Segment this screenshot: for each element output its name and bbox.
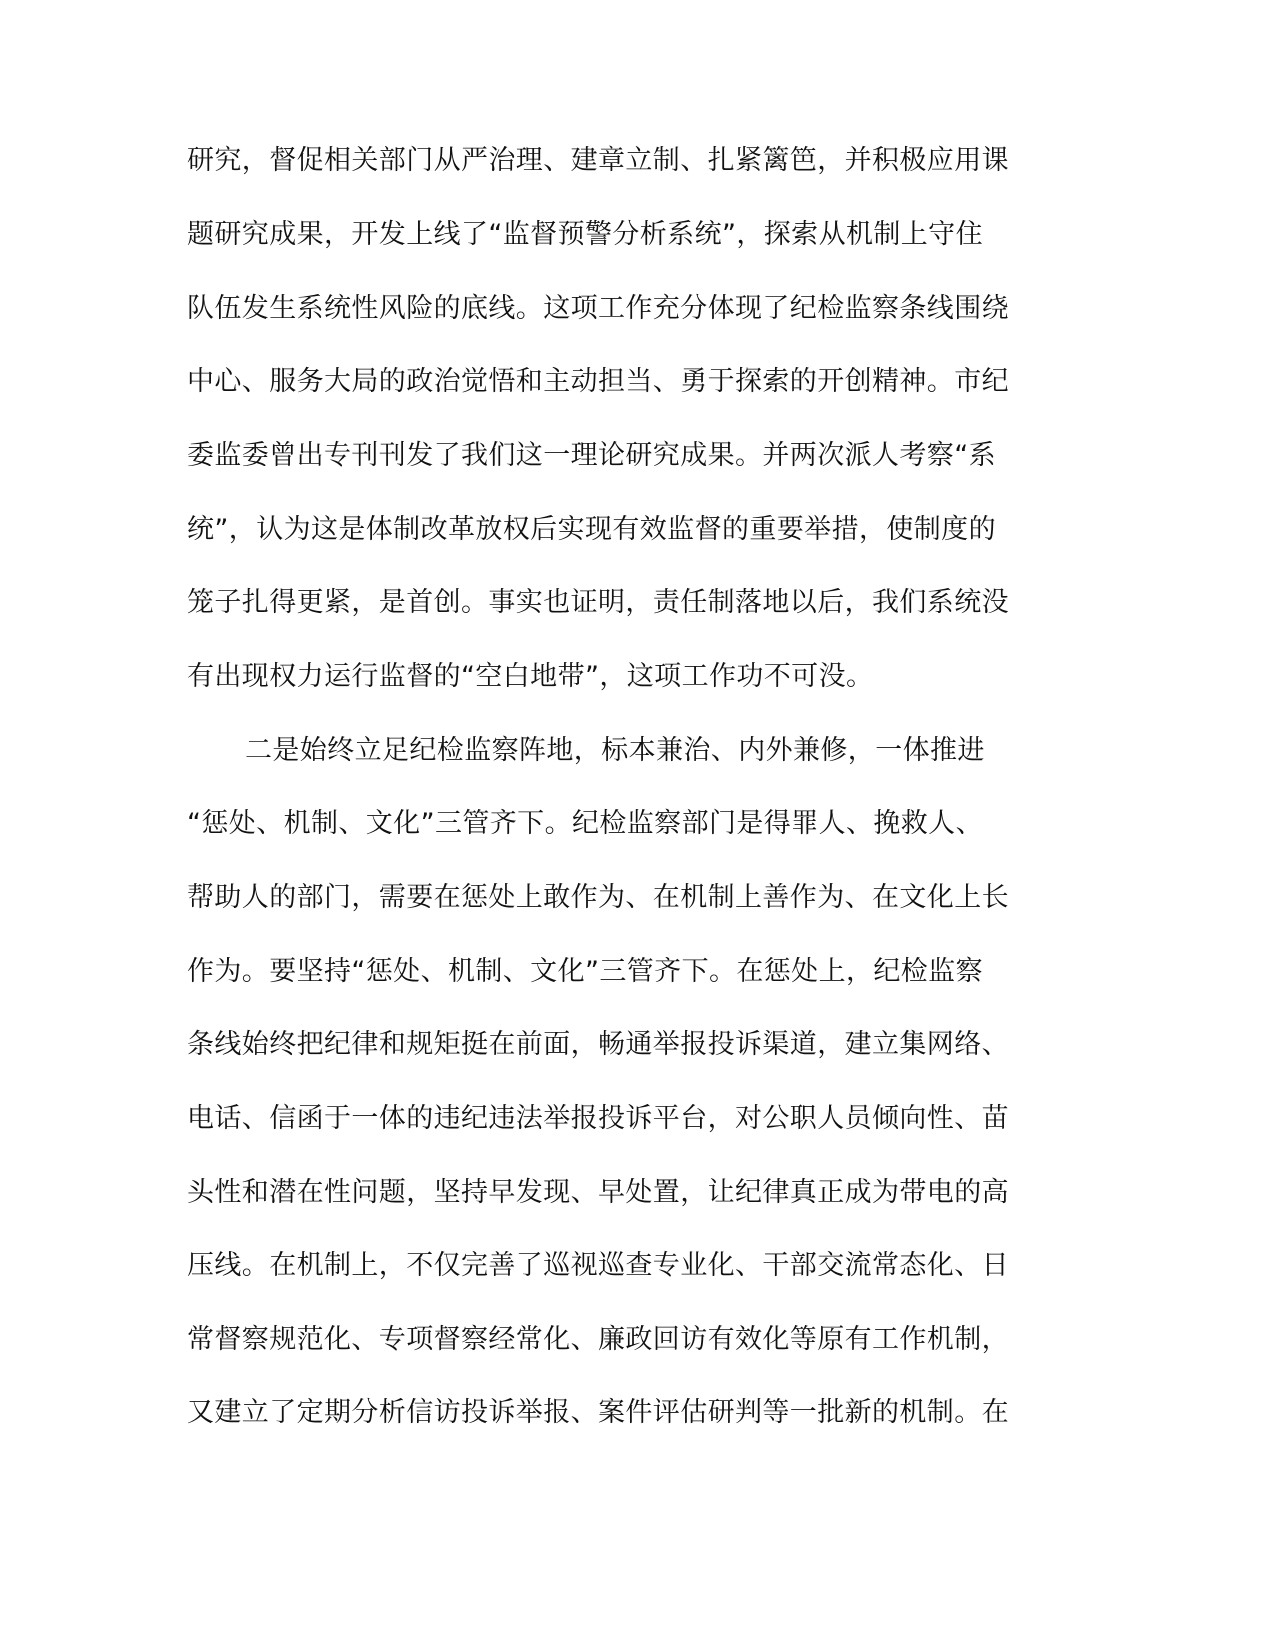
text-line: 队伍发生系统性风险的底线。这项工作充分体现了纪检监察条线围绕 [187,293,1009,324]
text-line: 研究，督促相关部门从严治理、建章立制、扎紧篱笆，并积极应用课 [187,145,1009,176]
text-line: 委监委曾出专刊刊发了我们这一理论研究成果。并两次派人考察“系 [187,440,996,471]
paragraph-first-line: 二是始终立足纪检监察阵地，标本兼治、内外兼修，一体推进 [245,735,985,766]
text-line: 压线。在机制上，不仅完善了巡视巡查专业化、干部交流常态化、日 [187,1250,1009,1281]
text-line: 统”，认为这是体制改革放权后实现有效监督的重要举措，使制度的 [187,514,996,545]
text-line: 常督察规范化、专项督察经常化、廉政回访有效化等原有工作机制， [187,1324,1009,1355]
text-line: 题研究成果，开发上线了“监督预警分析系统”，探索从机制上守住 [187,219,983,250]
text-line: 条线始终把纪律和规矩挺在前面，畅通举报投诉渠道，建立集网络、 [187,1029,1009,1060]
text-line: 帮助人的部门，需要在惩处上敢作为、在机制上善作为、在文化上长 [187,882,1009,913]
text-line: 作为。要坚持“惩处、机制、文化”三管齐下。在惩处上，纪检监察 [187,956,983,987]
text-line: 笼子扎得更紧，是首创。事实也证明，责任制落地以后，我们系统没 [187,587,1009,618]
text-line: 头性和潜在性问题，坚持早发现、早处置，让纪律真正成为带电的高 [187,1177,1009,1208]
text-line: 又建立了定期分析信访投诉举报、案件评估研判等一批新的机制。在 [187,1397,1009,1428]
text-line: 中心、服务大局的政治觉悟和主动担当、勇于探索的开创精神。市纪 [187,366,1009,397]
text-line: 电话、信函于一体的违纪违法举报投诉平台，对公职人员倾向性、苗 [187,1103,1009,1134]
text-line: 有出现权力运行监督的“空白地带”，这项工作功不可没。 [187,661,874,692]
text-line: “惩处、机制、文化”三管齐下。纪检监察部门是得罪人、挽救人、 [187,808,983,839]
